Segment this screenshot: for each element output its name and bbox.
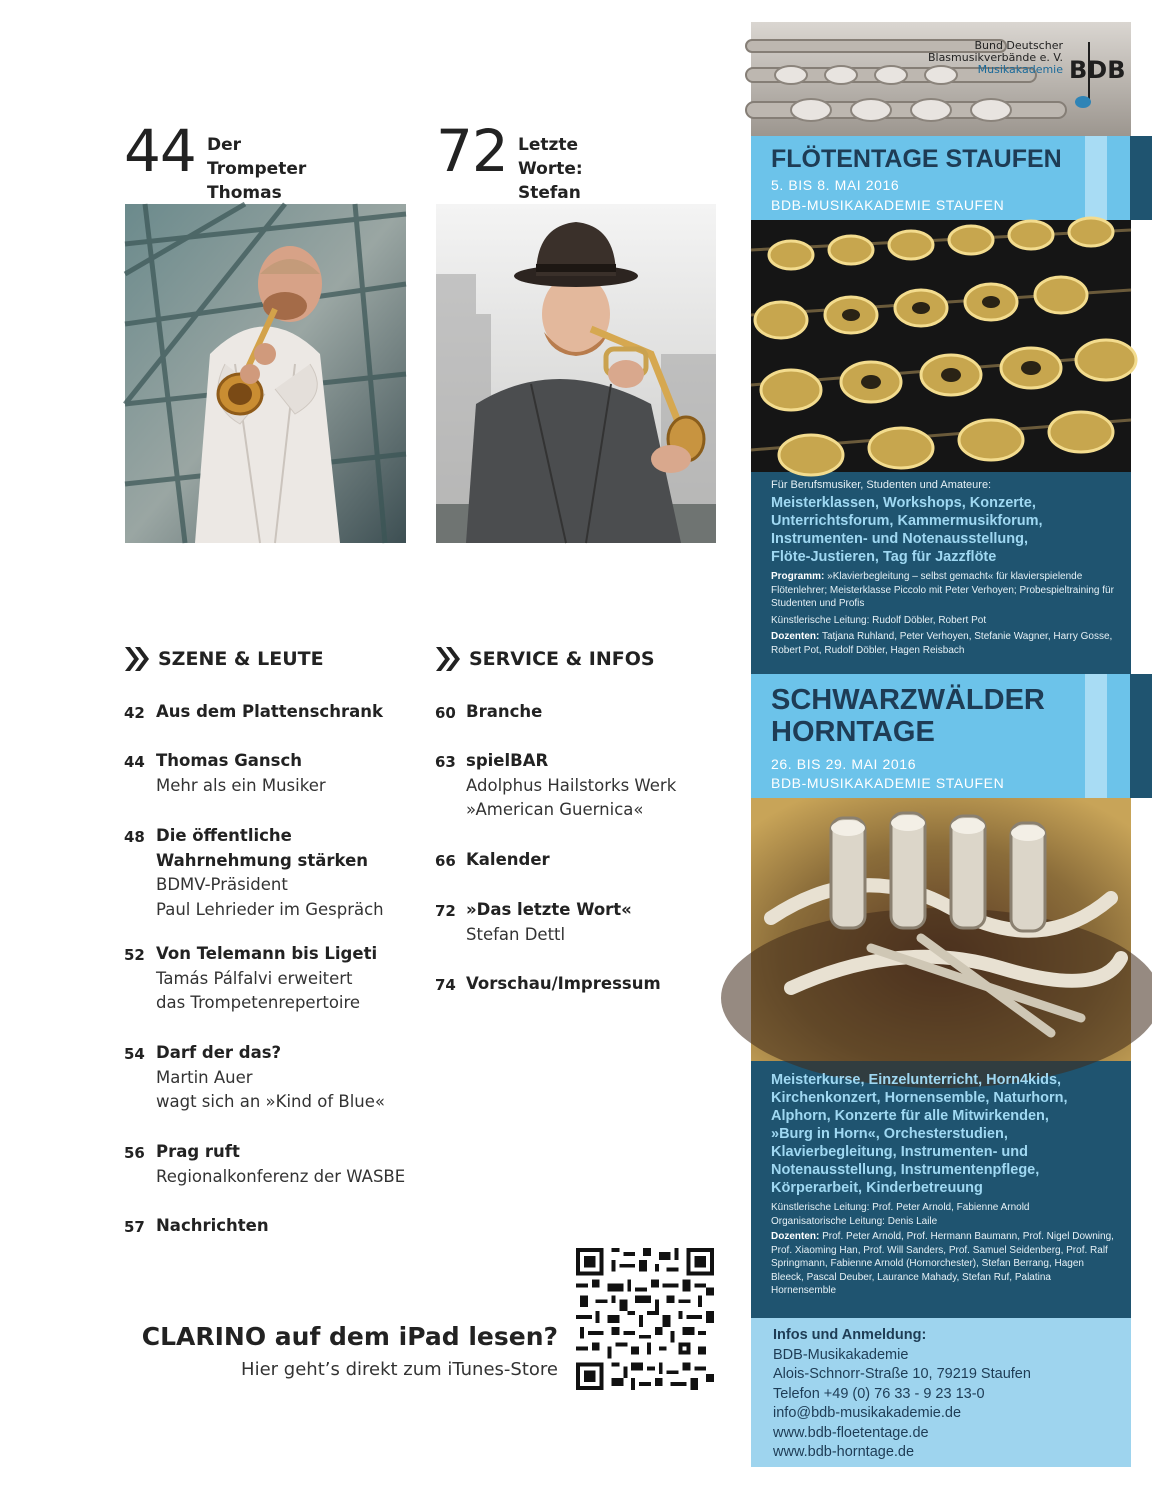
lecturers-label: Dozenten: — [771, 1231, 820, 1242]
floetentage-program — [771, 570, 1116, 611]
ad-flute-keys-photo — [751, 220, 1131, 472]
toc-item[interactable] — [124, 1214, 269, 1239]
bdb-logo-mark: BDB — [1069, 56, 1126, 84]
horntage-title-line: SCHWARZWÄLDER — [771, 684, 1045, 716]
toc-item[interactable] — [435, 700, 542, 725]
horntage-direction — [771, 1201, 1116, 1228]
section-title: SERVICE & INFOS — [469, 648, 655, 670]
toc-title: Darf der das? — [156, 1043, 282, 1062]
floetentage-offers — [771, 494, 1116, 566]
toc-title: Vorschau/Impressum — [466, 974, 661, 993]
toc-title: Thomas Gansch — [156, 751, 303, 770]
contact-heading: Infos und Anmeldung: — [773, 1327, 927, 1343]
horntage-title — [771, 684, 1045, 748]
logo-line: Bund Deutscher — [974, 39, 1063, 52]
toc-item[interactable] — [124, 700, 383, 725]
offer-line: Notenausstellung, Instrumentenpflege, — [771, 1162, 1040, 1178]
lecturers-text: Prof. Peter Arnold, Prof. Hermann Baumann, Prof. Nigel Downing, Prof. Xiaoming Han, Prof. Will Sanders, Prof. Samuel Seidenberg, Prof. Ralf Springmann, Fabienne Arnold (Hornorchester), Stefan Berrang, Hagen Bleeck, Pascal Deuber, Laurance Mahady, Stefan Ruf, Palatina Hornensemble — [771, 1231, 1114, 1296]
floetentage-venue: BDB-MUSIKAKADEMIE STAUFEN — [771, 197, 1005, 213]
toc-title: spielBAR — [466, 751, 549, 770]
feature-caption-line: Stefan — [518, 183, 581, 203]
contact-box — [751, 1318, 1131, 1467]
toc-page-number: 74 — [435, 976, 456, 994]
horntage-date: 26. BIS 29. MAI 2016 — [771, 756, 917, 772]
offer-line: Kirchenkonzert, Hornensemble, Naturhorn, — [771, 1090, 1068, 1106]
toc-item[interactable] — [435, 972, 661, 997]
toc-title: Kalender — [466, 850, 550, 869]
horntage-info — [771, 1071, 1116, 1298]
toc-page-number: 63 — [435, 753, 456, 771]
bdb-advertisement[interactable] — [751, 22, 1131, 1467]
toc-item[interactable] — [435, 848, 550, 873]
bdb-logo-text — [928, 40, 1063, 76]
horntage-venue: BDB-MUSIKAKADEMIE STAUFEN — [771, 775, 1005, 791]
qr-code-icon[interactable] — [576, 1248, 714, 1390]
contact-address: Alois-Schnorr-Straße 10, 79219 Staufen — [773, 1366, 1031, 1382]
toc-item[interactable] — [124, 749, 326, 798]
toc-title: Nachrichten — [156, 1216, 269, 1235]
toc-title: Von Telemann bis Ligeti — [156, 944, 378, 963]
contact-phone: Telefon +49 (0) 76 33 - 9 23 13-0 — [773, 1385, 985, 1402]
section-header-szene — [124, 645, 324, 673]
feature-caption-line: Letzte Worte: — [518, 135, 583, 179]
floetentage-lecturers — [771, 630, 1116, 657]
toc-subtitle: das Trompetenrepertoire — [156, 993, 361, 1012]
toc-subtitle: Tamás Pálfalvi erweitert — [156, 968, 353, 988]
toc-item[interactable] — [124, 942, 377, 1016]
contact-web-link[interactable]: www.bdb-floetentage.de — [773, 1424, 929, 1441]
toc-item[interactable] — [124, 824, 384, 922]
logo-line: Musikakademie — [977, 63, 1063, 76]
direction-line: Organisatorische Leitung: Denis Laile — [771, 1215, 938, 1227]
lecturers-label: Dozenten: — [771, 631, 820, 642]
bdb-logo — [927, 39, 1126, 112]
toc-subtitle: Mehr als ein Musiker — [156, 775, 326, 795]
double-chevron-icon — [435, 645, 461, 673]
toc-page-number: 48 — [124, 828, 145, 846]
toc-page-number: 52 — [124, 946, 145, 964]
toc-page-number: 44 — [124, 753, 145, 771]
floetentage-header-band — [751, 136, 1152, 220]
toc-item[interactable] — [435, 898, 632, 947]
offer-line: Flöte-Justieren, Tag für Jazzflöte — [771, 549, 997, 565]
offer-line: Klavierbegleitung, Instrumenten- und — [771, 1144, 1028, 1160]
toc-title: Prag ruft — [156, 1142, 240, 1161]
toc-page-number: 54 — [124, 1045, 145, 1063]
horntage-header-band — [751, 674, 1152, 798]
offer-line: Alphorn, Konzerte für alle Mitwirkenden, — [771, 1108, 1049, 1124]
offer-line: »Burg in Horn«, Orchesterstudien, — [771, 1126, 1008, 1142]
toc-title: Aus dem Plattenschrank — [156, 702, 383, 721]
photo-stefan-dettl[interactable] — [436, 204, 716, 543]
double-chevron-icon — [124, 645, 150, 673]
toc-page-number: 56 — [124, 1144, 145, 1162]
toc-title: Wahrnehmung stärken — [156, 850, 369, 870]
offer-line: Meisterklassen, Workshops, Konzerte, — [771, 495, 1036, 511]
toc-subtitle: Adolphus Hailstorks Werk — [466, 775, 677, 795]
floetentage-direction: Künstlerische Leitung: Rudolf Döbler, Robert Pot — [771, 614, 987, 626]
feature-caption-line: Thomas — [207, 183, 282, 203]
ipad-promo-headline: CLARINO auf dem iPad lesen? — [141, 1322, 558, 1351]
feature-page-number: 44 — [124, 117, 196, 185]
toc-page-number: 72 — [435, 902, 456, 920]
program-text: »Klavierbegleitung – selbst gemacht« für klavierspielende Flötenlehrer; Meisterklasse Piccolo mit Peter Verhoyen; Probespieltraining für Studenten und Profis — [771, 571, 1114, 609]
toc-item[interactable] — [435, 749, 676, 823]
floetentage-info — [771, 478, 1116, 657]
toc-title: Die öffentliche — [156, 826, 292, 845]
toc-title: Branche — [466, 702, 543, 721]
section-header-service — [435, 645, 655, 673]
toc-subtitle: Martin Auer — [156, 1067, 253, 1087]
logo-line: Blasmusikverbände e. V. — [927, 51, 1063, 64]
section-title: SZENE & LEUTE — [158, 648, 324, 670]
contact-org: BDB-Musikakademie — [773, 1346, 909, 1363]
toc-page-number: 57 — [124, 1218, 145, 1236]
floetentage-audience: Für Berufsmusiker, Studenten und Amateure: — [771, 479, 992, 491]
offer-line: Körperarbeit, Kinderbetreuung — [771, 1180, 983, 1196]
contact-email-link[interactable]: info@bdb-musikakademie.de — [773, 1405, 962, 1421]
toc-subtitle: wagt sich an »Kind of Blue« — [156, 1092, 385, 1111]
contact-web-link[interactable]: www.bdb-horntage.de — [773, 1444, 915, 1460]
toc-page-number: 42 — [124, 704, 145, 722]
feature-caption-line: Der Trompeter — [207, 135, 307, 179]
lecturers-text: Tatjana Ruhland, Peter Verhoyen, Stefanie Wagner, Harry Gosse, Robert Pot, Rudolf Döbler, Hagen Reisbach — [771, 631, 1113, 656]
toc-page-number: 66 — [435, 852, 456, 870]
floetentage-date: 5. BIS 8. MAI 2016 — [771, 177, 900, 193]
toc-page-number: 60 — [435, 704, 456, 722]
program-label: Programm: — [771, 571, 825, 582]
toc-item[interactable] — [124, 1041, 385, 1115]
toc-subtitle: Stefan Dettl — [466, 924, 566, 944]
ipad-promo-subline: Hier geht’s direkt zum iTunes-Store — [241, 1359, 558, 1380]
photo-thomas-gansch[interactable] — [125, 204, 406, 543]
ad-horn-photo — [751, 798, 1131, 1061]
toc-subtitle: Paul Lehrieder im Gespräch — [156, 899, 384, 919]
toc-subtitle: »American Guernica« — [466, 800, 644, 819]
bdb-music-note-logo-icon — [1069, 40, 1126, 112]
offer-line: Meisterkurse, Einzelunterricht, Horn4kids, — [771, 1072, 1062, 1088]
direction-line: Künstlerische Leitung: Prof. Peter Arnold, Fabienne Arnold — [771, 1202, 1030, 1213]
horntage-title-line: HORNTAGE — [771, 716, 935, 748]
offer-line: Unterrichtsforum, Kammermusikforum, — [771, 513, 1043, 529]
ad-flute-photo-top — [751, 22, 1131, 136]
horntage-lecturers — [771, 1230, 1116, 1298]
toc-item[interactable] — [124, 1140, 405, 1189]
toc-subtitle: BDMV-Präsident — [156, 875, 288, 894]
ipad-promo[interactable] — [142, 1322, 558, 1380]
horntage-offers — [771, 1071, 1116, 1197]
toc-title: »Das letzte Wort« — [466, 900, 632, 919]
toc-subtitle: Regionalkonferenz der WASBE — [156, 1166, 406, 1186]
offer-line: Instrumenten- und Notenausstellung, — [771, 531, 1028, 547]
floetentage-title: FLÖTENTAGE STAUFEN — [771, 145, 1062, 173]
feature-page-number: 72 — [436, 117, 508, 185]
